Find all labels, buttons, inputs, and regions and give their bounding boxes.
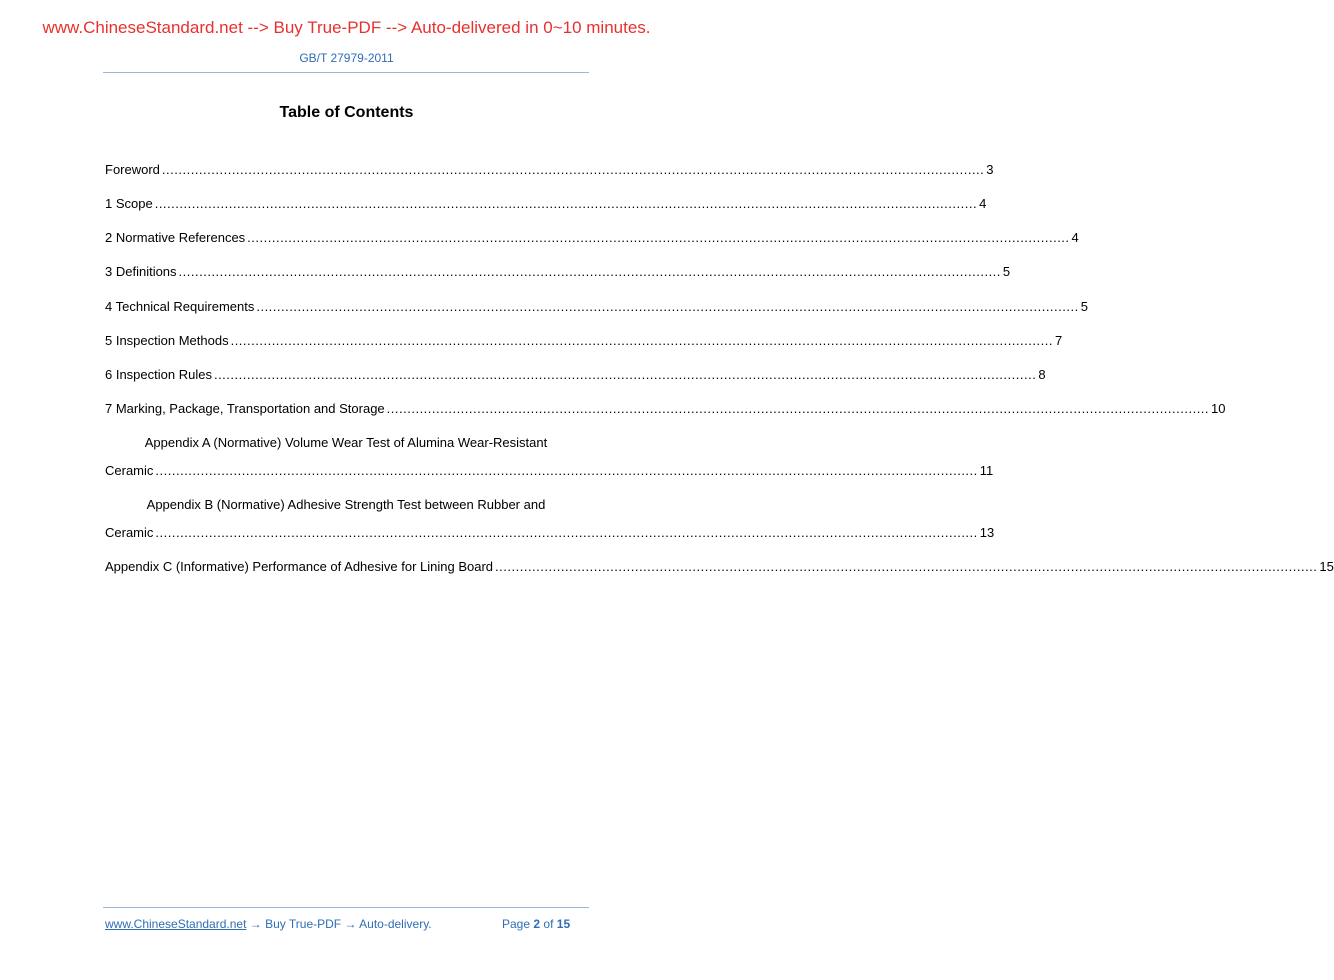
toc-entry-label: Ceramic xyxy=(105,525,154,540)
toc-entry-appendix-a-line1[interactable]: Appendix A (Normative) Volume Wear Test of Alumina Wear-Resistant xyxy=(144,435,548,450)
toc-leader-dots: ........................................................................................................................................................................................................ xyxy=(178,264,1001,279)
toc-leader-dots: ........................................................................................................................................................................................................ xyxy=(161,162,985,177)
current-page-number: 2 xyxy=(533,917,541,931)
toc-entry-label: 5 Inspection Methods xyxy=(105,333,229,348)
arrow-right-icon: → xyxy=(344,917,357,931)
toc-entry-page: 13 xyxy=(979,525,995,540)
toc-entry-technical-requirements[interactable] xyxy=(105,299,1088,317)
toc-entry-page: 11 xyxy=(979,463,994,478)
toc-entry-label: 4 Technical Requirements xyxy=(105,299,255,314)
toc-entry-label: 7 Marking, Package, Transportation and Storage xyxy=(105,401,385,416)
toc-entry-marking-package[interactable] xyxy=(105,401,1226,419)
toc-leader-dots: ........................................................................................................................................................................................................ xyxy=(230,333,1053,348)
toc-leader-dots: ........................................................................................................................................................................................................ xyxy=(213,367,1037,382)
footer-promo xyxy=(105,917,432,931)
toc-entry-page: 5 xyxy=(1080,299,1088,314)
toc-entry-label: Foreword xyxy=(105,162,160,177)
header-divider xyxy=(103,72,589,73)
total-page-count: 15 xyxy=(556,917,571,931)
toc-entry-page: 8 xyxy=(1038,367,1046,382)
toc-entry-page: 4 xyxy=(979,196,987,211)
toc-leader-dots: ........................................................................................................................................................................................................ xyxy=(256,299,1079,314)
toc-entry-page: 7 xyxy=(1054,333,1063,348)
toc-entry-appendix-b-line1[interactable]: Appendix B (Normative) Adhesive Strength Test between Rubber and xyxy=(146,497,546,512)
toc-entry-label: 6 Inspection Rules xyxy=(105,367,212,382)
page-title: Table of Contents xyxy=(279,104,414,121)
toc-entry-page: 10 xyxy=(1211,401,1226,416)
toc-entry-page: 15 xyxy=(1319,559,1334,574)
page-indicator xyxy=(502,917,570,931)
footer-site-link[interactable]: www.ChineseStandard.net xyxy=(105,917,247,931)
toc-leader-dots: ........................................................................................................................................................................................................ xyxy=(247,230,1070,245)
toc-leader-dots: ........................................................................................................................................................................................................ xyxy=(154,196,978,211)
footer-divider xyxy=(103,907,589,908)
document-code: GB/T 27979-2011 xyxy=(299,51,394,65)
page-word: Page xyxy=(502,917,531,931)
toc-entry-page: 5 xyxy=(1002,264,1011,279)
of-word: of xyxy=(543,917,554,931)
footer-delivery-text: Auto-delivery. xyxy=(359,917,432,931)
toc-entry-appendix-a-line2[interactable] xyxy=(105,463,994,481)
toc-entry-page: 4 xyxy=(1071,230,1079,245)
toc-entry-appendix-c[interactable] xyxy=(105,559,1334,577)
toc-entry-scope[interactable] xyxy=(105,196,987,214)
top-banner[interactable]: www.ChineseStandard.net --> Buy True-PDF --> Auto-delivered in 0~10 minutes. xyxy=(42,18,651,37)
toc-entry-appendix-b-line2[interactable] xyxy=(105,525,995,543)
toc-leader-dots: ........................................................................................................................................................................................................ xyxy=(386,401,1210,416)
toc-entry-definitions[interactable] xyxy=(105,264,1011,282)
footer-buy-text: Buy True-PDF xyxy=(265,917,342,931)
toc-entry-normative-references[interactable] xyxy=(105,230,1079,248)
toc-leader-dots: ........................................................................................................................................................................................................ xyxy=(155,463,978,478)
toc-entry-label: 3 Definitions xyxy=(105,264,177,279)
toc-entry-inspection-methods[interactable] xyxy=(105,333,1063,351)
toc-entry-label: 2 Normative References xyxy=(105,230,246,245)
toc-entry-label: Ceramic xyxy=(105,463,154,478)
toc-leader-dots: ........................................................................................................................................................................................................ xyxy=(495,559,1318,574)
toc-entry-label: 1 Scope xyxy=(105,196,153,211)
arrow-right-icon: → xyxy=(249,917,262,931)
toc-entry-foreword[interactable] xyxy=(105,162,994,180)
toc-leader-dots: ........................................................................................................................................................................................................ xyxy=(155,525,978,540)
toc-entry-page: 3 xyxy=(986,162,994,177)
toc-entry-inspection-rules[interactable] xyxy=(105,367,1046,385)
toc-entry-label: Appendix C (Informative) Performance of Adhesive for Lining Board xyxy=(105,559,494,574)
